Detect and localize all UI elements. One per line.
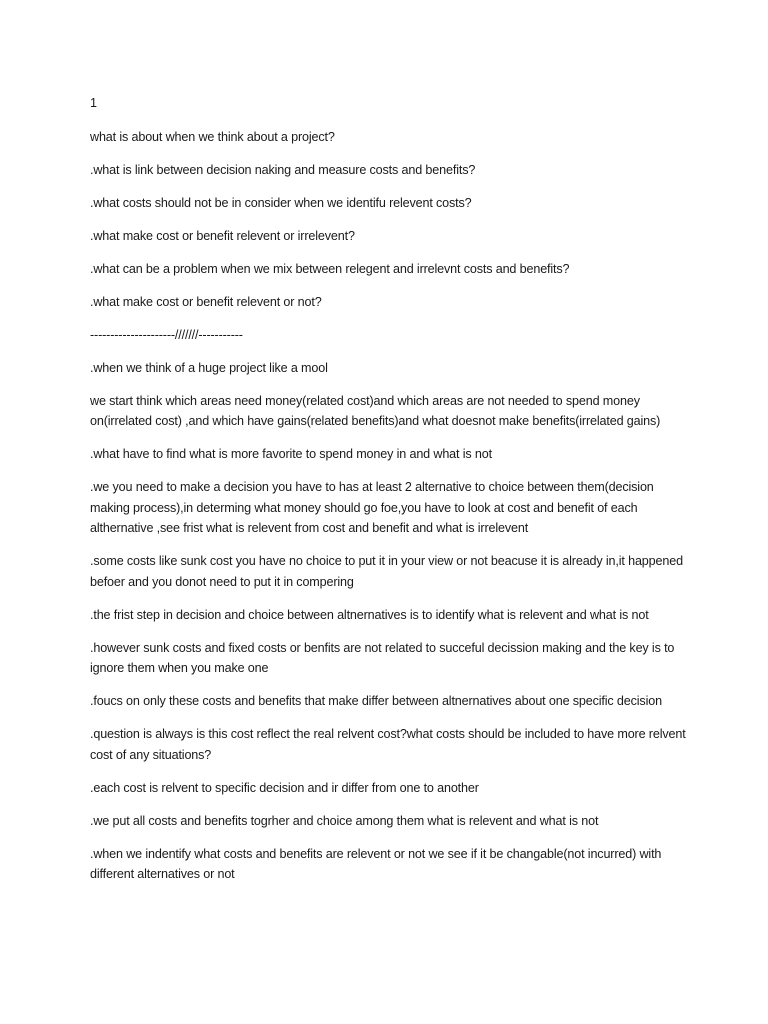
paragraph-each-cost-relevant: .each cost is relvent to specific decision and ir differ from one to another	[90, 780, 479, 795]
question-costs-not-considered: .what costs should not be in consider when we identifu relevent costs?	[90, 195, 472, 210]
paragraph-huge-project: .when we think of a huge project like a mool	[90, 360, 328, 375]
paragraph-first-step: .the frist step in decision and choice between altnernatives is to identify what is relevent and what is not	[90, 607, 649, 622]
section-divider: ---------------------///////-----------	[90, 327, 243, 342]
paragraph-put-together: .we put all costs and benefits togrher and choice among them what is relevent and what is not	[90, 813, 599, 828]
paragraph-changeable: .when we indentify what costs and benefits are relevent or not we see if it be changable(not incurred) with different alternatives or not	[90, 846, 662, 881]
paragraph-sunk-cost: .some costs like sunk cost you have no choice to put it in your view or not beacuse it is already in,it happened befoer and you donot need to put it in compering	[90, 554, 683, 589]
question-about-project: what is about when we think about a project?	[90, 129, 335, 144]
question-relevant-or-not: .what make cost or benefit relevent or not?	[90, 294, 322, 309]
question-decision-link: .what is link between decision naking and measure costs and benefits?	[90, 162, 476, 177]
paragraph-ignore-sunk-fixed: .however sunk costs and fixed costs or benfits are not related to succeful decission making and the key is to ignore them when you make one	[90, 640, 675, 675]
paragraph-areas-need-money: we start think which areas need money(related cost)and which areas are not needed to spend money on(irrelated cost) ,and which have gains(related benefits)and what doesnot make benefits(irrelated gains)	[90, 393, 661, 428]
document-body	[90, 93, 690, 897]
question-mixing-problem: .what can be a problem when we mix between relegent and irrelevnt costs and benefits?	[90, 261, 570, 276]
paragraph-favorite-spend: .what have to find what is more favorite to spend money in and what is not	[90, 447, 492, 461]
paragraph-real-relevant-cost: .question is always is this cost reflect the real relvent cost?what costs should be included to have more relvent cost of any situations?	[90, 727, 686, 762]
question-relevance-criteria: .what make cost or benefit relevent or irrelevent?	[90, 228, 355, 243]
page-number: 1	[90, 96, 97, 110]
paragraph-alternatives: .we you need to make a decision you have to has at least 2 alternative to choice between them(decision making process),in determing what money should go foe,you have to look at cost and benefit of each althernative ,see frist what is relevent from cost and benefit and what is irrelevent	[90, 480, 654, 535]
paragraph-focus-differences: .foucs on only these costs and benefits that make differ between altnernatives about one specific decision	[90, 694, 662, 708]
